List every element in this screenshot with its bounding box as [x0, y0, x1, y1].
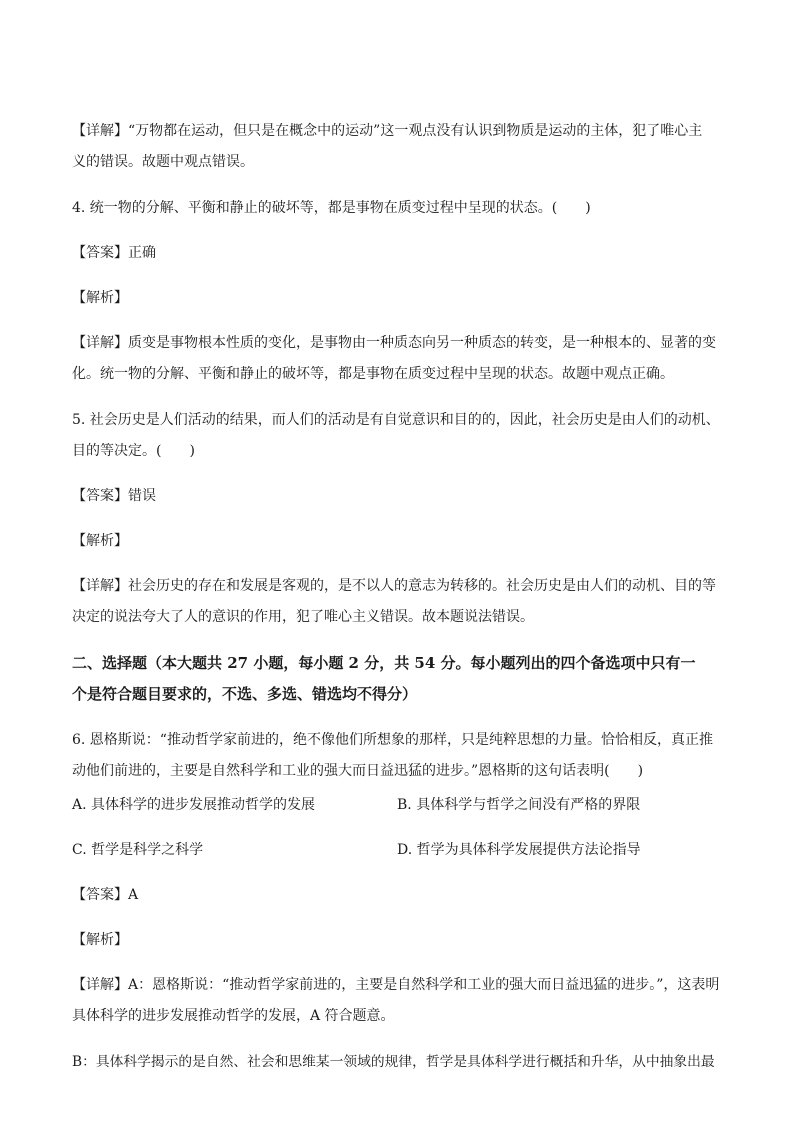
detail-tag: 【详解】 — [72, 335, 128, 351]
q5-answer — [72, 481, 724, 512]
detail-tag: 【详解】 — [72, 578, 128, 594]
q6-question-line2: 动他们前进的，主要是自然科学和工业的强大而日益迅猛的进步。”恩格斯的这句话表明( ) — [72, 763, 644, 779]
answer-tag: 【答案】 — [72, 245, 128, 261]
q6-detail-line3: B：具体科学揭示的是自然、社会和思维某一领域的规律，哲学是具体科学进行概括和升华，从中抽象出最 — [72, 1054, 715, 1070]
answer-value: 正确 — [128, 245, 156, 261]
q6-question-line1: 6. 恩格斯说：“推动哲学家前进的，绝不像他们所想象的那样，只是纯粹思想的力量。恰恰相反，真正推 — [72, 732, 713, 748]
section-heading-line1: 二、选择题（本大题共 27 小题，每小题 2 分，共 54 分。每小题列出的四个备选项中只有一 — [72, 654, 696, 672]
answer-value: A — [128, 887, 139, 903]
q6-analysis-tag: 【解析】 — [72, 932, 128, 948]
q4-answer — [72, 238, 724, 269]
q6-option-a: A. 具体科学的进步发展推动哲学的发展 — [72, 797, 316, 813]
section-heading-line2: 个是符合题目要求的，不选、多选、错选均不得分） — [72, 685, 418, 703]
q6-option-b: B. 具体科学与哲学之间没有严格的界限 — [397, 797, 641, 813]
q5-question-line1: 5. 社会历史是人们活动的结果，而人们的活动是有自觉意识和目的的，因此，社会历史是由人们的动机、 — [72, 412, 720, 428]
detail-tag: 【详解】 — [72, 977, 128, 993]
q5-detail-line1: 【详解】社会历史的存在和发展是客观的，是不以人的意志为转移的。社会历史是由人们的动机、目的等 — [72, 578, 716, 594]
q4-question: 4. 统一物的分解、平衡和静止的破坏等，都是事物在质变过程中呈现的状态。( ) — [72, 200, 591, 216]
answer-tag: 【答案】 — [72, 887, 128, 903]
q6-answer — [72, 880, 724, 911]
q4-analysis-tag: 【解析】 — [72, 290, 128, 306]
q5-question-line2: 目的等决定。( ) — [72, 443, 195, 459]
q3-detail-line1: 【详解】“万物都在运动，但只是在概念中的运动”这一观点没有认识到物质是运动的主体，犯了唯心主 — [72, 123, 703, 139]
q3-detail-line2: 义的错误。故题中观点错误。 — [72, 154, 254, 170]
q4-detail-line2: 化。统一物的分解、平衡和静止的破坏等，都是事物在质变过程中呈现的状态。故题中观点正确。 — [72, 366, 674, 382]
q5-detail-line2: 决定的说法夸大了人的意识的作用，犯了唯心主义错误。故本题说法错误。 — [72, 609, 534, 625]
q6-option-c: C. 哲学是科学之科学 — [72, 842, 204, 858]
answer-tag: 【答案】 — [72, 488, 128, 504]
detail-tag: 【详解】 — [72, 123, 128, 139]
q5-analysis-tag: 【解析】 — [72, 533, 128, 549]
q6-detail-line1: 【详解】A：恩格斯说：“推动哲学家前进的，主要是自然科学和工业的强大而日益迅猛的进步。”，这表明 — [72, 977, 720, 993]
q6-detail-line2: 具体科学的进步发展推动哲学的发展，A 符合题意。 — [72, 1008, 395, 1024]
answer-value: 错误 — [128, 488, 156, 504]
q4-detail-line1: 【详解】质变是事物根本性质的变化，是事物由一种质态向另一种质态的转变，是一种根本的、显著的变 — [72, 335, 716, 351]
q6-option-d: D. 哲学为具体科学发展提供方法论指导 — [397, 842, 641, 858]
